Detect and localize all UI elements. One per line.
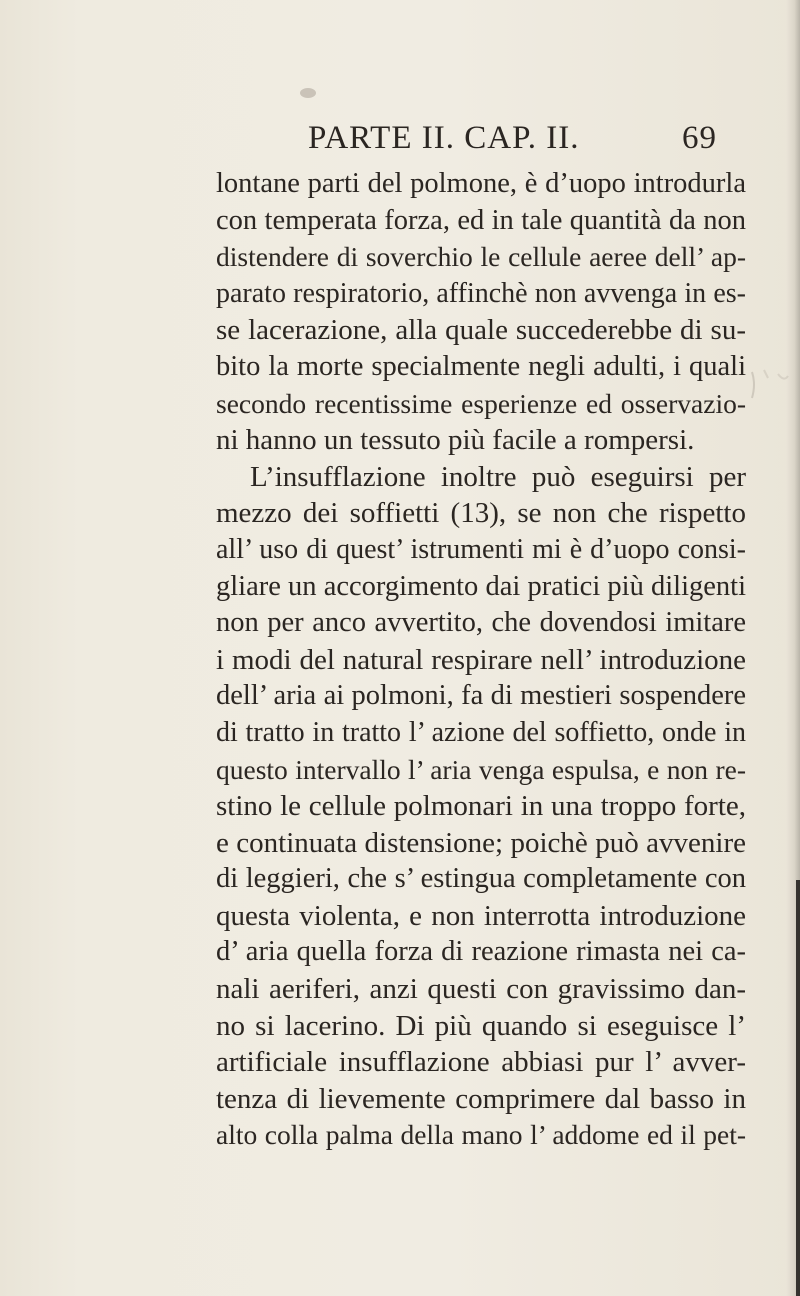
text-line: questa violenta, e non interrotta introduzione xyxy=(216,899,746,932)
text-line: tenza di lievemente comprimere dal basso in xyxy=(216,1082,746,1115)
text-line: e continuata distensione; poichè può avvenire xyxy=(216,826,746,859)
text-line: di tratto in tratto l’ azione del soffietto, onde in xyxy=(216,716,746,748)
text-line: i modi del natural respirare nell’ introduzione xyxy=(216,643,746,676)
text-line: di leggieri, che s’ estingua completamente con xyxy=(216,863,746,895)
text-line: ni hanno un tessuto più facile a rompersi. xyxy=(216,424,695,457)
text-line: se lacerazione, alla quale succederebbe di su- xyxy=(216,314,746,347)
page-header xyxy=(308,120,748,160)
text-line: bito la morte specialmente negli adulti, i quali xyxy=(216,350,746,382)
text-line: con temperata forza, ed in tale quantità da non xyxy=(216,204,746,236)
text-line: no si lacerino. Di più quando si eseguisce l’ xyxy=(216,1009,746,1042)
text-line: artificiale insufflazione abbiasi pur l’ avver- xyxy=(216,1046,746,1079)
text-line: d’ aria quella forza di reazione rimasta nei ca- xyxy=(216,936,746,968)
body-text xyxy=(216,166,746,1154)
text-line: mezzo dei soffietti (13), se non che rispetto xyxy=(216,497,746,530)
text-line: L’insufflazione inoltre può eseguirsi per xyxy=(250,460,746,493)
page-number: 69 xyxy=(682,120,717,156)
running-head: PARTE II. CAP. II. xyxy=(308,120,580,156)
text-line: stino le cellule polmonari in una troppo forte, xyxy=(216,790,746,823)
text-line: nali aeriferi, anzi questi con gravissimo dan- xyxy=(216,973,746,1006)
text-line: distendere di soverchio le cellule aeree dell’ ap- xyxy=(216,241,746,273)
text-line: gliare un accorgimento dai pratici più diligenti xyxy=(216,570,746,602)
text-line: lontane parti del polmone, è d’uopo introdurla xyxy=(216,168,746,199)
text-line: alto colla palma della mano l’ addome ed il pet- xyxy=(216,1119,746,1151)
text-line: questo intervallo l’ aria venga espulsa, e non re- xyxy=(216,753,746,785)
binding-edge xyxy=(796,880,800,1296)
text-line: all’ uso di quest’ istrumenti mi è d’uopo consi- xyxy=(216,533,746,565)
paper-speck xyxy=(300,88,316,98)
text-line: parato respiratorio, affinchè non avvenga in es- xyxy=(216,277,746,309)
text-line: dell’ aria ai polmoni, fa di mestieri sospendere xyxy=(216,680,746,712)
text-line: secondo recentissime esperienze ed osservazio- xyxy=(216,387,746,419)
text-line: non per anco avvertito, che dovendosi imitare xyxy=(216,607,746,639)
